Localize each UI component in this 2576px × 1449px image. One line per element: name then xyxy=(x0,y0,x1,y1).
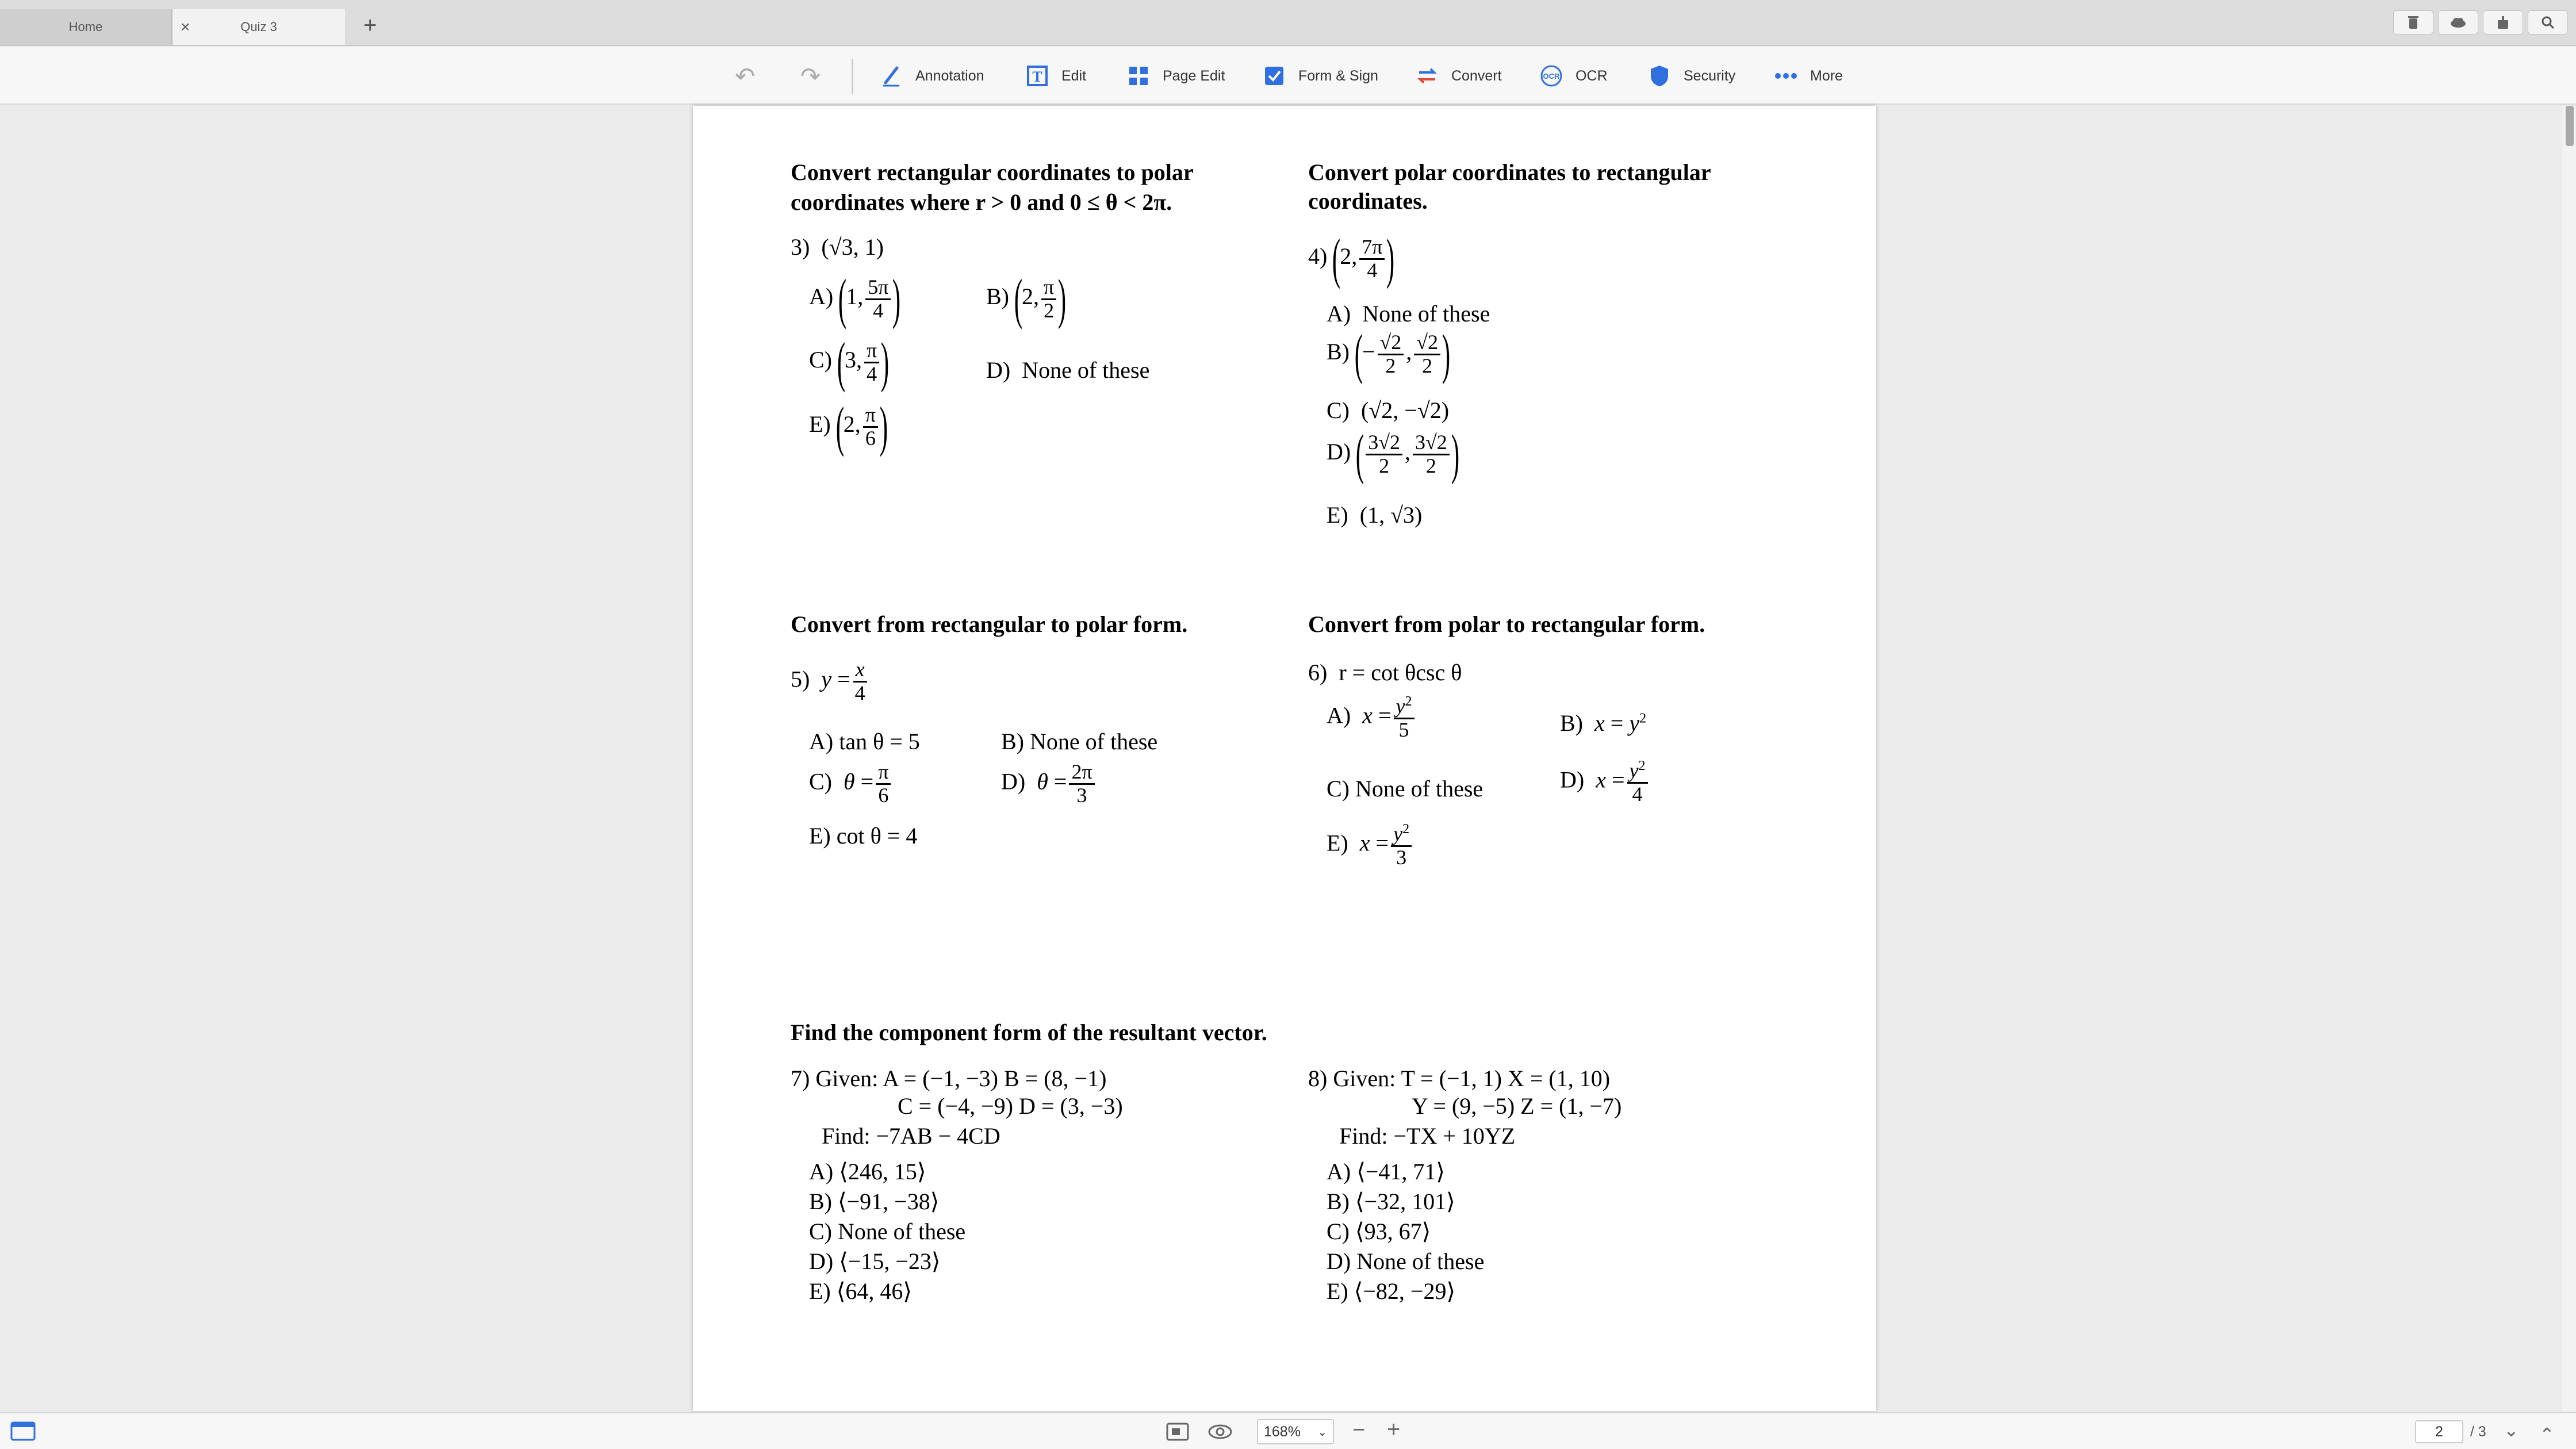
option-text: None of these xyxy=(1022,357,1150,383)
trash-icon[interactable] xyxy=(2393,10,2433,34)
cloud-icon[interactable] xyxy=(2438,10,2478,34)
annotation-label: Annotation xyxy=(915,67,984,84)
answer-option: E) cot θ = 4 xyxy=(809,823,918,849)
question-number: 4) xyxy=(1308,243,1328,270)
question-3 xyxy=(791,233,884,260)
redo-icon[interactable]: ↷ xyxy=(800,63,821,90)
section-heading: coordinates where r > 0 and 0 ≤ θ < 2π. xyxy=(791,189,1172,215)
tab-bar xyxy=(0,0,2576,46)
checkbox-icon xyxy=(1263,64,1286,87)
ocr-button[interactable] xyxy=(1540,47,1608,105)
zoom-out-icon[interactable]: − xyxy=(1352,1418,1366,1442)
pen-icon xyxy=(880,64,903,87)
main-toolbar xyxy=(0,47,2576,105)
question-7-given: 7) Given: A = (−1, −3) B = (8, −1) xyxy=(791,1065,1107,1091)
answer-option: B) ⟨−91, −38⟩ xyxy=(809,1189,940,1214)
edit-label: Edit xyxy=(1061,67,1087,84)
status-bar xyxy=(0,1412,2576,1449)
answer-option: C) (3, $\frac{\pi}{4}$ ) xyxy=(809,331,890,393)
option-label: E) xyxy=(1327,830,1348,856)
question-equation: r = cot θcsc θ xyxy=(1339,660,1462,685)
add-tab-icon[interactable]: + xyxy=(363,13,377,38)
section-heading: Convert from rectangular to polar form. xyxy=(791,611,1188,637)
undo-icon[interactable]: ↶ xyxy=(735,63,756,90)
answer-option: A) x = $\frac{y^2}{5}$ xyxy=(1327,695,1417,741)
page-number-input[interactable] xyxy=(2415,1420,2463,1443)
option-label: B) xyxy=(1560,710,1583,736)
answer-option: A) (1, $\frac{5\pi}{4}$ ) xyxy=(809,268,901,329)
section-heading: Convert polar coordinates to rectangular xyxy=(1308,159,1711,185)
question-8-given: Y = (9, −5) Z = (1, −7) xyxy=(1412,1093,1622,1119)
answer-option: E) x = $\frac{y^2}{3}$ xyxy=(1327,822,1414,869)
more-button[interactable] xyxy=(1774,47,1843,105)
edit-button[interactable] xyxy=(1026,47,1086,105)
question-8-given: 8) Given: T = (−1, 1) X = (1, 10) xyxy=(1308,1065,1611,1091)
answer-option: D) x = $\frac{y^2}{4}$ xyxy=(1560,759,1650,806)
annotation-button[interactable] xyxy=(880,47,984,105)
answer-option: B) (− $\frac{√2}{2}$ , $\frac{√2}{2}$ ) xyxy=(1327,323,1451,385)
section-heading: coordinates. xyxy=(1308,188,1428,214)
option-label: A) xyxy=(809,283,834,310)
question-number: 3) xyxy=(791,234,810,260)
convert-icon xyxy=(1416,64,1439,87)
convert-button[interactable] xyxy=(1416,47,1502,105)
grid-icon xyxy=(1127,64,1150,87)
question-6 xyxy=(1308,659,1462,686)
option-text: None of these xyxy=(1362,301,1490,327)
edit-text-icon xyxy=(1026,64,1049,87)
question-5: 5) y = $\frac{x}{4}$ xyxy=(791,659,870,704)
answer-option: C) None of these xyxy=(809,1218,966,1244)
answer-option: A) ⟨−41, 71⟩ xyxy=(1327,1159,1445,1184)
shield-icon xyxy=(1648,64,1671,87)
page-edit-label: Page Edit xyxy=(1163,67,1225,84)
question-point: (√3, 1) xyxy=(821,234,884,260)
answer-option: B) $x = y^2$ xyxy=(1560,710,1647,736)
answer-option: C) ⟨93, 67⟩ xyxy=(1327,1218,1431,1244)
question-7-given: C = (−4, −9) D = (3, −3) xyxy=(898,1093,1123,1119)
answer-option: D) ⟨−15, −23⟩ xyxy=(809,1248,941,1274)
answer-option: B) None of these xyxy=(1001,729,1158,754)
option-label: E) xyxy=(809,411,831,438)
tab-home-label: Home xyxy=(68,20,103,34)
page-total: / 3 xyxy=(2470,1424,2486,1440)
zoom-in-icon[interactable]: + xyxy=(1387,1417,1401,1442)
answer-option: E) ⟨−82, −29⟩ xyxy=(1327,1278,1456,1304)
zoom-select[interactable] xyxy=(1257,1419,1334,1444)
more-dots-icon xyxy=(1774,64,1797,87)
answer-option: A) tan θ = 5 xyxy=(809,729,920,754)
answer-option: D) θ = $\frac{2\pi}{3}$ xyxy=(1001,761,1097,807)
fit-page-icon[interactable] xyxy=(1166,1423,1189,1444)
answer-option: D) None of these xyxy=(1327,1248,1485,1274)
ocr-label: OCR xyxy=(1575,67,1608,84)
svg-text:T: T xyxy=(1032,68,1042,85)
answer-option xyxy=(986,356,1149,384)
convert-label: Convert xyxy=(1451,67,1502,84)
ocr-icon xyxy=(1540,64,1563,87)
option-text: (√2, −√2) xyxy=(1361,397,1450,423)
question-4: 4) (2, $\frac{7\pi}{4}$ ) xyxy=(1308,228,1395,289)
document-viewer[interactable] xyxy=(0,106,2576,1411)
option-label: C) xyxy=(809,768,832,795)
more-label: More xyxy=(1810,67,1843,84)
view-mode-icon[interactable] xyxy=(1208,1424,1233,1443)
window-actions xyxy=(2393,10,2568,34)
option-label: E) xyxy=(1327,502,1348,528)
chevron-down-icon: ⌄ xyxy=(1317,1425,1327,1439)
security-label: Security xyxy=(1684,67,1736,84)
option-text: (1, √3) xyxy=(1359,502,1423,528)
page-current: 2 xyxy=(2435,1423,2443,1440)
question-7-find: Find: −7AB − 4CD xyxy=(822,1123,1000,1149)
answer-option: D) ( $\frac{3√2}{2}$ , $\frac{3√2}{2}$ ) xyxy=(1327,423,1459,485)
option-label: A) xyxy=(1327,301,1351,327)
section-heading: Find the component form of the resultant vector. xyxy=(791,1019,1267,1045)
tab-home[interactable] xyxy=(0,9,172,45)
answer-option xyxy=(1327,501,1422,528)
question-number: 6) xyxy=(1308,660,1328,685)
previous-page-icon[interactable]: ⌃ xyxy=(2539,1424,2555,1445)
scrollbar-thumb[interactable] xyxy=(2566,106,2574,146)
close-tab-icon[interactable]: × xyxy=(181,18,190,36)
svg-text:OCR: OCR xyxy=(1543,72,1560,80)
pdf-page xyxy=(693,106,1876,1411)
option-label: A) xyxy=(1327,702,1351,729)
answer-option: C) None of these xyxy=(1327,776,1483,802)
section-heading: Convert rectangular coordinates to polar xyxy=(791,159,1194,185)
answer-option xyxy=(1327,300,1490,327)
sidebar-toggle-icon[interactable] xyxy=(10,1421,36,1444)
share-icon[interactable] xyxy=(2483,10,2523,34)
answer-option: C) θ = $\frac{\pi}{6}$ xyxy=(809,761,893,807)
option-label: D) xyxy=(1327,439,1351,465)
option-label: C) xyxy=(1327,397,1350,423)
question-number: 5) xyxy=(791,666,810,692)
option-label: C) xyxy=(809,347,832,373)
answer-option: B) (2, $\frac{\pi}{2}$ ) xyxy=(986,268,1067,329)
zoom-value: 168% xyxy=(1264,1423,1301,1440)
vertical-scrollbar[interactable] xyxy=(2562,106,2576,1411)
tab-quiz-3[interactable] xyxy=(172,9,345,45)
option-label: D) xyxy=(986,357,1011,383)
option-label: B) xyxy=(986,283,1009,310)
search-icon[interactable] xyxy=(2528,10,2568,34)
answer-option xyxy=(1327,397,1449,424)
answer-option: E) (2, $\frac{\pi}{6}$ ) xyxy=(809,396,888,457)
next-page-icon[interactable]: ⌄ xyxy=(2504,1420,2519,1440)
question-8-find: Find: −TX + 10YZ xyxy=(1339,1123,1516,1149)
option-label: D) xyxy=(1001,768,1026,795)
section-heading: Convert from polar to rectangular form. xyxy=(1308,611,1705,637)
tab-quiz-label: Quiz 3 xyxy=(240,20,277,34)
form-sign-button[interactable] xyxy=(1263,47,1378,105)
option-label: B) xyxy=(1327,339,1350,365)
security-button[interactable] xyxy=(1648,47,1735,105)
option-label: D) xyxy=(1560,766,1585,793)
form-sign-label: Form & Sign xyxy=(1298,67,1378,84)
toolbar-divider xyxy=(852,59,853,94)
page-edit-button[interactable] xyxy=(1127,47,1225,105)
answer-option: A) ⟨246, 15⟩ xyxy=(809,1159,926,1184)
answer-option: B) ⟨−32, 101⟩ xyxy=(1327,1189,1455,1214)
answer-option: E) ⟨64, 46⟩ xyxy=(809,1278,912,1304)
